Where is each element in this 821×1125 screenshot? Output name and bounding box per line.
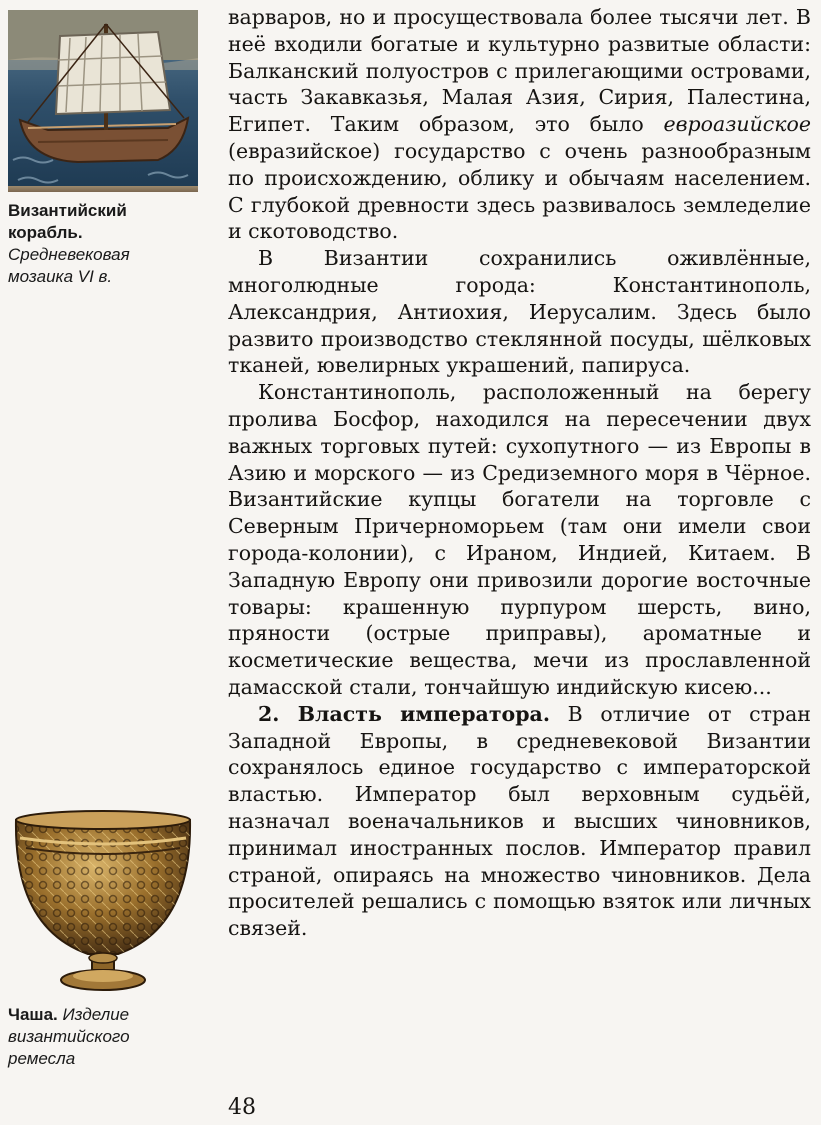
body-text	[228, 4, 811, 942]
ship-caption-title: Византийский корабль.	[8, 201, 127, 242]
ship-mosaic-image	[8, 10, 198, 192]
cup-caption-description: Изделие византийского ремесла	[8, 1005, 130, 1068]
paragraph-2: В Византии сохранились оживлённые, многолюдные города: Константинополь, Александрия, Антиохия, Иерусалим. Здесь было развито производство стеклянной посуды, шёлковых тканей, ювелирных украшений, папируса.	[228, 246, 811, 378]
ship-caption	[8, 200, 196, 288]
paragraph-1-emphasis: евроазийское	[663, 112, 811, 137]
ship-caption-description: Средневековая мозаика VI в.	[8, 245, 130, 286]
paragraph-4-text: В отличие от стран Западной Европы, в средневековой Византии сохранялось единое государство с императорской властью. Император был верховным судьёй, назначал военачальников и высших чиновников, принимал иностранных послов. Император правил страной, опираясь на множество чиновников. Дела просителей решались с помощью взяток или личных связей.	[228, 701, 811, 941]
cup-figure	[8, 808, 198, 1070]
paragraph-1-end: (евразийское) государство с очень разнообразным по происхождению, облику и обычаям населением. С глубокой древности здесь развивалось земледелие и скотоводство.	[228, 138, 811, 244]
paragraph-1	[228, 4, 811, 245]
paragraph-1-start: варваров, но и просуществовала более тысячи лет. В неё входили богатые и культурно развитые области: Балканский полуостров с прилегающими островами, часть Закавказья, Малая Азия, Сирия, Палестина, Египет. Таким образом, это было	[228, 5, 811, 137]
byzantine-cup-image	[8, 808, 198, 996]
section-heading: 2. Власть императора.	[258, 701, 550, 726]
paragraph-3: Константинополь, расположенный на берегу пролива Босфор, находился на пересечении двух важных торговых путей: сухопутного — из Европы в Азию и морского — из Средиземного моря в Чёрное. Византийские купцы богатели на торговле с Северным Причерноморьем (там они имели свои города-колонии), с Ираном, Индией, Китаем. В Западную Европу они привозили дорогие восточные товары: крашенную пурпуром шерсть, вино, пряности (острые приправы), ароматные и косметические вещества, мечи из прославленной дамасской стали, тончайшую индийскую кисею...	[228, 380, 811, 699]
page-number: 48	[228, 1095, 256, 1120]
ship-figure	[8, 10, 198, 288]
cup-caption	[8, 1004, 196, 1070]
paragraph-4	[228, 701, 811, 942]
cup-caption-title: Чаша.	[8, 1005, 58, 1024]
